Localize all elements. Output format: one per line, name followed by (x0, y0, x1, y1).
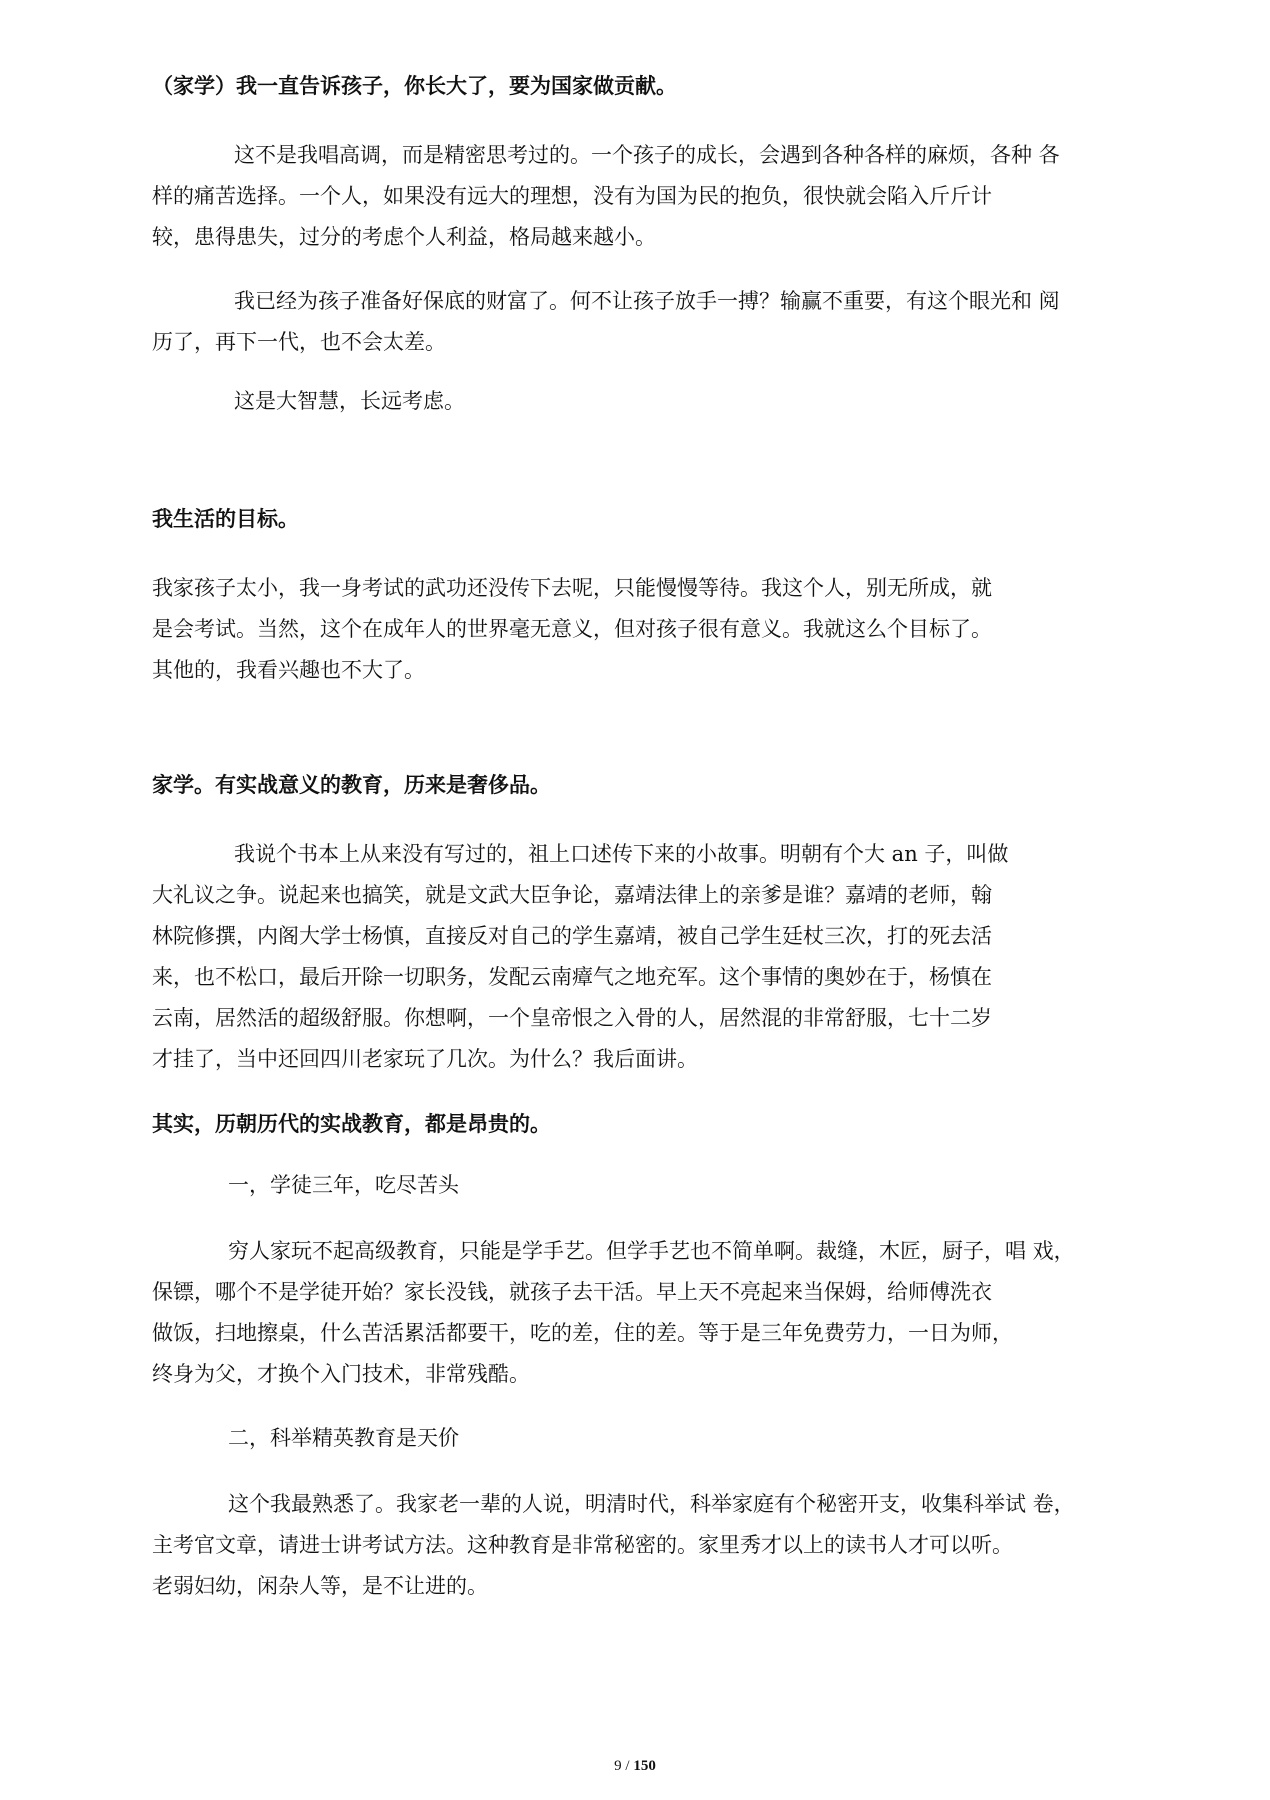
paragraph-line: 历了，再下一代，也不会太差。 (152, 330, 446, 354)
paragraph-line: 做饭，扫地擦桌，什么苦活累活都要干，吃的差，住的差。等于是三年免费劳力，一日为师， (152, 1321, 1013, 1345)
paragraph-line: 来，也不松口，最后开除一切职务，发配云南瘴气之地充军。这个事情的奥妙在于，杨慎在 (152, 965, 992, 989)
paragraph-line: 穷人家玩不起高级教育，只能是学手艺。但学手艺也不简单啊。裁缝，木匠，厨子，唱 戏， (228, 1239, 1075, 1263)
paragraph-line: 这不是我唱高调，而是精密思考过的。一个孩子的成长，会遇到各种各样的麻烦，各种 各 (234, 143, 1060, 167)
section-heading: 家学。有实战意义的教育，历来是奢侈品。 (152, 772, 551, 797)
subsection-title: 二，科举精英教育是天价 (228, 1426, 459, 1450)
paragraph-line: 我已经为孩子准备好保底的财富了。何不让孩子放手一搏？输赢不重要，有这个眼光和 阅 (234, 289, 1060, 313)
paragraph-line: 保镖，哪个不是学徒开始？家长没钱，就孩子去干活。早上天不亮起来当保姆，给师傅洗衣 (152, 1280, 992, 1304)
paragraph-line: 这个我最熟悉了。我家老一辈的人说，明清时代，科举家庭有个秘密开支，收集科举试 卷， (228, 1492, 1075, 1516)
paragraph-line: 我家孩子太小，我一身考试的武功还没传下去呢，只能慢慢等待。我这个人，别无所成，就 (152, 576, 992, 600)
paragraph-line: 较，患得患失，过分的考虑个人利益，格局越来越小。 (152, 225, 656, 249)
paragraph-line: 云南，居然活的超级舒服。你想啊，一个皇帝恨之入骨的人，居然混的非常舒服，七十二岁 (152, 1006, 992, 1030)
paragraph-line: 主考官文章，请进士讲考试方法。这种教育是非常秘密的。家里秀才以上的读书人才可以听。 (152, 1533, 1013, 1557)
section-heading: 我生活的目标。 (152, 506, 299, 531)
paragraph-line: 其他的，我看兴趣也不大了。 (152, 658, 425, 682)
paragraph-line: 终身为父，才换个入门技术，非常残酷。 (152, 1362, 530, 1386)
paragraph-line: 大礼议之争。说起来也搞笑，就是文武大臣争论，嘉靖法律上的亲爹是谁？嘉靖的老师，翰 (152, 883, 992, 907)
total-pages: 150 (633, 1758, 656, 1774)
subsection-title: 一，学徒三年，吃尽苦头 (228, 1173, 459, 1197)
section-heading: （家学）我一直告诉孩子，你长大了，要为国家做贡献。 (152, 73, 677, 98)
paragraph-line: 老弱妇幼，闲杂人等，是不让进的。 (152, 1574, 488, 1598)
current-page: 9 (614, 1758, 622, 1774)
paragraph-line: 林院修撰，内阁大学士杨慎，直接反对自己的学生嘉靖，被自己学生廷杖三次，打的死去活 (152, 924, 992, 948)
paragraph-line: 这是大智慧，长远考虑。 (234, 389, 465, 413)
paragraph-line: 才挂了，当中还回四川老家玩了几次。为什么？我后面讲。 (152, 1047, 698, 1071)
paragraph-line: 是会考试。当然，这个在成年人的世界毫无意义，但对孩子很有意义。我就这么个目标了。 (152, 617, 992, 641)
page-number (0, 1758, 1270, 1775)
section-heading: 其实，历朝历代的实战教育，都是昂贵的。 (152, 1111, 551, 1136)
page-separator: / (621, 1758, 634, 1774)
paragraph-line: 样的痛苦选择。一个人，如果没有远大的理想，没有为国为民的抱负，很快就会陷入斤斤计 (152, 184, 992, 208)
paragraph-line: 我说个书本上从来没有写过的，祖上口述传下来的小故事。明朝有个大 an 子，叫做 (234, 842, 1009, 866)
